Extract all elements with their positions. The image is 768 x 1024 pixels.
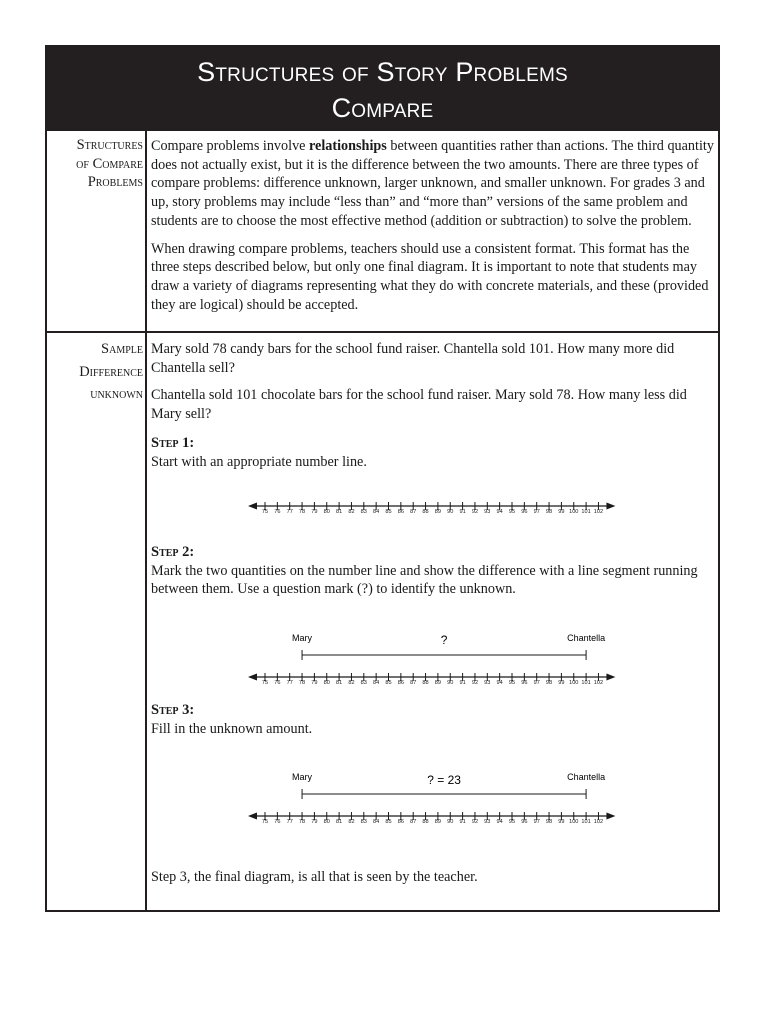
tick-label: 97 (533, 819, 540, 825)
diagram2-left-name: Mary (292, 633, 313, 643)
tick-label: 84 (373, 819, 380, 825)
tick-label: 102 (593, 680, 604, 686)
tick-label: 78 (298, 680, 306, 686)
diagram3-unknown: ? = 23 (427, 773, 461, 787)
row1-content (151, 137, 717, 314)
intro-text-rest: between quantities rather than actions. The third quantity does not actually exist, but it is the difference between the two amounts. There are three types of compare problems: difference unknown, larger unknown, and smaller unknown. For grades 3 and up, story problems may include “less than” and “more than” versions of the same problem and students are to choose the most effective method (addition or subtraction) to solve the problem. (151, 138, 714, 229)
tick-label: 75 (261, 680, 269, 686)
tick-label: 97 (533, 680, 540, 686)
step1 (151, 434, 717, 471)
tick-label: 79 (311, 680, 318, 686)
intro-bold-term: relationships (309, 138, 387, 154)
tick-label: 83 (360, 819, 367, 825)
tick-label: 100 (569, 819, 579, 825)
diagram2-right-name: Chantella (567, 633, 606, 643)
tick-label: 100 (569, 509, 579, 515)
page-header (47, 47, 718, 131)
tick-label: 83 (360, 509, 367, 515)
tick-label: 76 (274, 819, 281, 825)
tick-label: 101 (581, 819, 591, 825)
tick-label: 76 (274, 680, 281, 686)
tick-label: 75 (261, 819, 269, 825)
row1-label (47, 136, 143, 192)
step3-text: Fill in the unknown amount. (151, 720, 313, 737)
tick-label: 81 (335, 680, 343, 686)
diagram3-right-name: Chantella (567, 772, 606, 782)
row1-label-line: of Compare (76, 155, 143, 172)
tick-label: 80 (323, 819, 330, 825)
tick-label: 90 (447, 509, 454, 515)
tick-label: 86 (397, 819, 404, 825)
row1-label-line: Problems (87, 174, 143, 190)
tick-label: 82 (348, 509, 355, 515)
tick-label: 76 (274, 509, 281, 515)
step2-title: Step 2: (151, 544, 195, 560)
tick-label: 102 (593, 509, 604, 515)
column-divider (145, 131, 147, 912)
tick-label: 86 (397, 509, 404, 515)
tick-label: 87 (410, 680, 417, 686)
tick-label: 99 (558, 680, 565, 686)
tick-label: 88 (422, 819, 429, 825)
tick-label: 85 (385, 819, 392, 825)
diagram2-unknown: ? (440, 633, 448, 647)
row2-label (47, 340, 143, 404)
row2-label-line: Sample (101, 341, 143, 357)
step3 (151, 701, 717, 738)
page-subtitle: Compare (331, 93, 434, 123)
tick-label: 77 (286, 819, 293, 825)
tick-label: 86 (397, 680, 404, 686)
diagram3-left-name: Mary (292, 772, 313, 782)
tick-label: 93 (484, 680, 491, 686)
tick-label: 98 (545, 509, 553, 515)
tick-label: 92 (471, 680, 479, 686)
tick-label: 100 (569, 680, 579, 686)
tick-label: 95 (508, 509, 516, 515)
tick-label: 77 (286, 509, 293, 515)
tick-label: 96 (521, 819, 528, 825)
tick-label: 84 (373, 680, 380, 686)
row2-label-line: Difference (79, 363, 143, 380)
tick-label: 82 (348, 680, 355, 686)
tick-label: 98 (545, 680, 553, 686)
tick-label: 78 (298, 509, 306, 515)
tick-label: 85 (385, 680, 392, 686)
tick-label: 93 (484, 819, 491, 825)
intro-text-start: Compare problems involve (151, 138, 310, 154)
tick-label: 90 (447, 819, 454, 825)
step3-title: Step 3: (151, 702, 195, 718)
row-divider (47, 331, 718, 333)
page-frame (45, 45, 720, 912)
tick-label: 83 (360, 680, 367, 686)
tick-label: 80 (323, 680, 330, 686)
tick-label: 98 (545, 819, 553, 825)
row1-label-line: Structures (76, 137, 143, 153)
tick-label: 99 (558, 819, 565, 825)
tick-label: 77 (286, 680, 293, 686)
tick-label: 94 (496, 680, 503, 686)
tick-label: 87 (410, 819, 417, 825)
tick-label: 96 (521, 680, 528, 686)
tick-label: 90 (447, 680, 454, 686)
tick-label: 91 (459, 509, 466, 515)
tick-label: 81 (335, 509, 343, 515)
tick-label: 82 (348, 819, 355, 825)
tick-label: 89 (434, 680, 442, 686)
tick-label: 93 (484, 509, 491, 515)
step2 (151, 543, 717, 599)
tick-label: 85 (385, 509, 392, 515)
tick-label: 101 (581, 680, 591, 686)
tick-label: 97 (533, 509, 540, 515)
tick-label: 84 (373, 509, 380, 515)
tick-label: 79 (311, 509, 318, 515)
tick-label: 96 (521, 509, 528, 515)
tick-label: 79 (311, 819, 318, 825)
tick-label: 87 (410, 509, 417, 515)
tick-label: 101 (581, 509, 591, 515)
tick-label: 81 (335, 819, 343, 825)
tick-label: 94 (496, 819, 503, 825)
page-title: Structures of Story Problems (197, 57, 568, 87)
tick-label: 88 (422, 680, 429, 686)
intro-paragraph (151, 137, 717, 231)
tick-label: 89 (434, 509, 442, 515)
tick-label: 95 (508, 819, 516, 825)
step2-text: Mark the two quantities on the number line and show the difference with a line segment running between them. Use a question mark (?) to identify the unknown. (151, 562, 698, 598)
problem-1: Mary sold 78 candy bars for the school fund raiser. Chantella sold 101. How many more did Chantella sell? (151, 341, 675, 376)
tick-label: 91 (459, 680, 466, 686)
tick-label: 91 (459, 819, 466, 825)
tick-label: 92 (471, 509, 479, 515)
tick-label: 94 (496, 509, 503, 515)
step1-text: Start with an appropriate number line. (151, 453, 367, 470)
tick-label: 88 (422, 509, 429, 515)
tick-label: 80 (323, 509, 330, 515)
tick-label: 102 (593, 819, 604, 825)
tick-label: 78 (298, 819, 306, 825)
tick-label: 89 (434, 819, 442, 825)
tick-label: 92 (471, 819, 479, 825)
problem-2: Chantella sold 101 chocolate bars for the school fund raiser. Mary sold 78. How many less did Mary sell? (151, 387, 687, 422)
tick-label: 99 (558, 509, 565, 515)
row2-label-line: unknown (90, 386, 143, 402)
tick-label: 95 (508, 680, 516, 686)
closing-note: Step 3, the final diagram, is all that is seen by the teacher. (151, 869, 478, 885)
format-paragraph: When drawing compare problems, teachers should use a consistent format. This format has the three steps described below, but only one final diagram. It is important to note that students may draw a variety of diagrams representing what they do with concrete materials, and these (provided they are logical) should be accepted. (151, 240, 709, 313)
step1-title: Step 1: (151, 435, 195, 451)
tick-label: 75 (261, 509, 269, 515)
